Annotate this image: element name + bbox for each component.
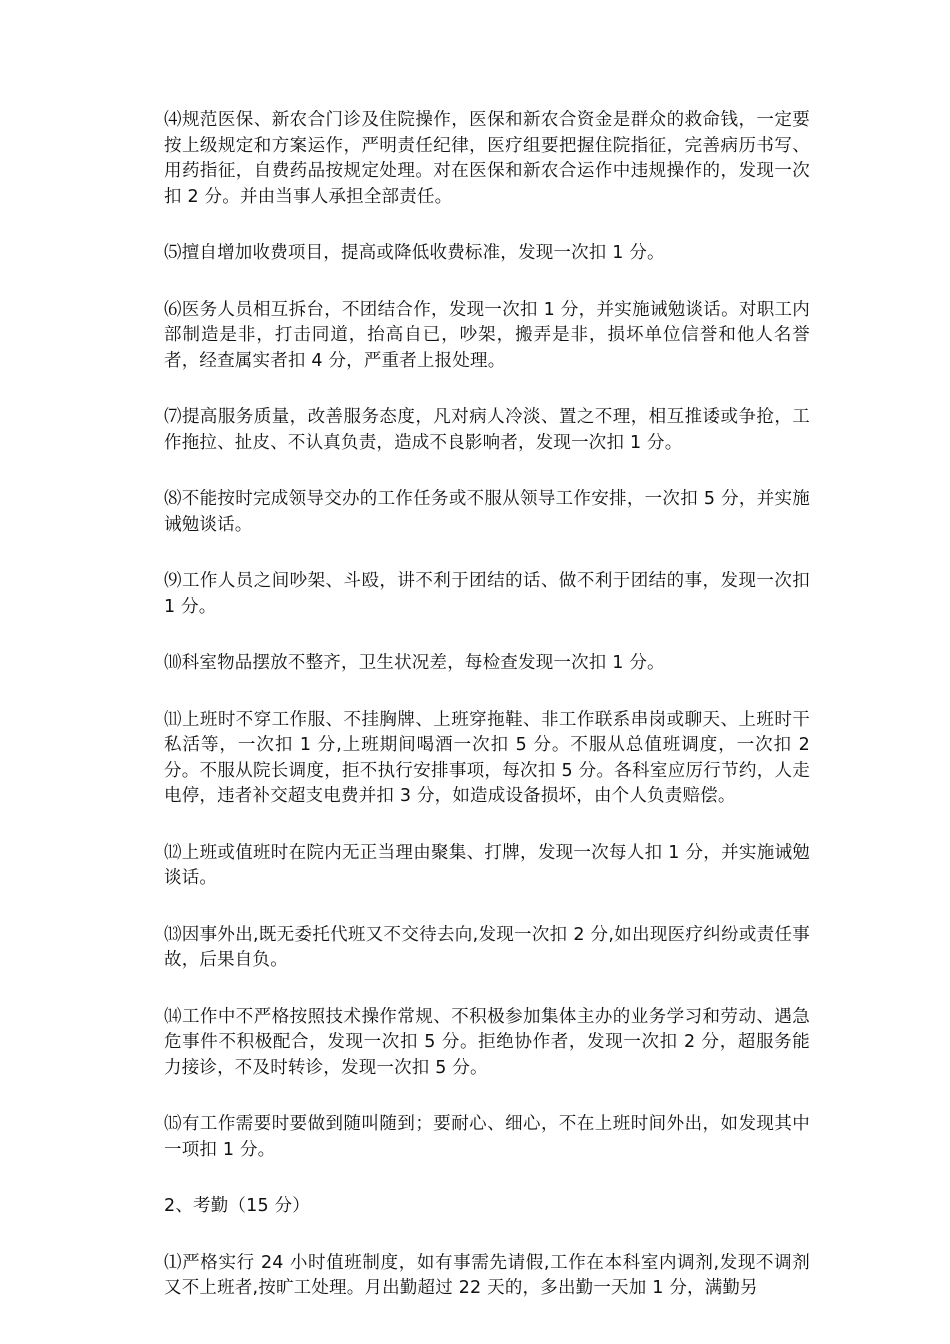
section-heading-attendance: 2、考勤（15 分）: [164, 1196, 310, 1216]
paragraph-item-4: ⑷规范医保、新农合门诊及住院操作，医保和新农合资金是群众的救命钱，一定要按上级规定和方案运作，严明责任纪律，医疗组要把握住院指征，完善病历书写、用药指征，自费药品按规定处理。对在医保和新农合运作中违规操作的，发现一次扣 2 分。并由当事人承担全部责任。: [164, 110, 810, 207]
paragraph-attendance-item-1: ⑴严格实行 24 小时值班制度，如有事需先请假,工作在本科室内调剂,发现不调剂又不上班者,按旷工处理。月出勤超过 22 天的，多出勤一天加 1 分，满勤另: [164, 1252, 810, 1298]
paragraph-item-12: ⑿上班或值班时在院内无正当理由聚集、打牌，发现一次每人扣 1 分，并实施诫勉谈话。: [164, 842, 810, 888]
paragraph-item-7: ⑺提高服务质量，改善服务态度，凡对病人冷淡、置之不理，相互推诿或争抢，工作拖拉、扯皮、不认真负责，造成不良影响者，发现一次扣 1 分。: [164, 407, 810, 453]
document-body: [142, 108, 810, 1333]
paragraph-item-15: ⒂有工作需要时要做到随叫随到；要耐心、细心，不在上班时间外出，如发现其中一项扣 1 分。: [164, 1114, 810, 1160]
paragraph-item-5: ⑸擅自增加收费项目，提高或降低收费标准，发现一次扣 1 分。: [164, 243, 665, 263]
paragraph-item-6: ⑹医务人员相互拆台，不团结合作，发现一次扣 1 分，并实施诫勉谈话。对职工内部制造是非，打击同道，抬高自已，吵架，搬弄是非，损坏单位信誉和他人名誉者，经查属实者扣 4 分，严重者上报处理。: [164, 299, 810, 371]
paragraph-item-10: ⑽科室物品摆放不整齐，卫生状况差，每检查发现一次扣 1 分。: [164, 653, 665, 673]
paragraph-item-13: ⒀因事外出,既无委托代班又不交待去向,发现一次扣 2 分,如出现医疗纠纷或责任事故，后果自负。: [164, 924, 810, 970]
paragraph-item-11: ⑾上班时不穿工作服、不挂胸牌、上班穿拖鞋、非工作联系串岗或聊天、上班时干私活等，一次扣 1 分,上班期间喝酒一次扣 5 分。不服从总值班调度，一次扣 2 分。不服从院长调度，拒不执行安排事项，每次扣 5 分。各科室应厉行节约，人走电停，违者补交超支电费并扣 3 分，如造成设备损坏，由个人负责赔偿。: [164, 709, 810, 806]
paragraph-item-9: ⑼工作人员之间吵架、斗殴，讲不利于团结的话、做不利于团结的事，发现一次扣 1 分。: [164, 571, 810, 617]
paragraph-item-8: ⑻不能按时完成领导交办的工作任务或不服从领导工作安排，一次扣 5 分，并实施诫勉谈话。: [164, 489, 810, 535]
paragraph-item-14: ⒁工作中不严格按照技术操作常规、不积极参加集体主办的业务学习和劳动、遇急危事件不积极配合，发现一次扣 5 分。拒绝协作者，发现一次扣 2 分，超服务能力接诊，不及时转诊，发现一次扣 5 分。: [164, 1006, 810, 1078]
